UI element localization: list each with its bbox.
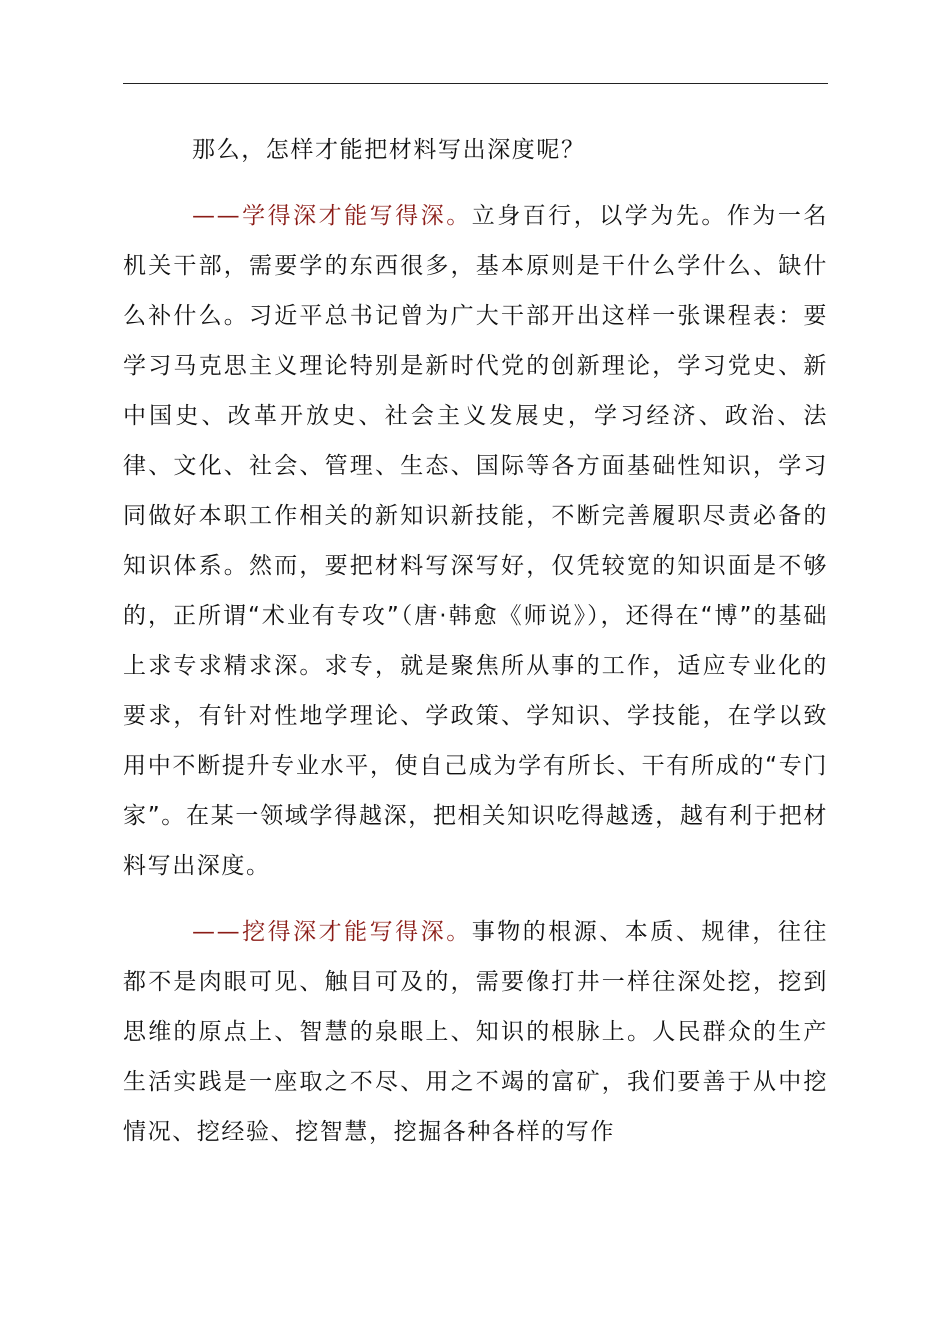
- section-heading-2: ——挖得深才能写得深。: [192, 919, 472, 945]
- section-paragraph-1: [123, 191, 828, 891]
- header-rule: [123, 83, 828, 84]
- intro-paragraph: 那么，怎样才能把材料写出深度呢？: [192, 137, 586, 163]
- document-body: [123, 125, 828, 1157]
- section-paragraph-2: [123, 907, 828, 1157]
- section-body-1: 立身百行，以学为先。作为一名机关干部，需要学的东西很多，基本原则是干什么学什么、缺什么补什么。习近平总书记曾为广大干部开出这样一张课程表：要学习马克思主义理论特别是新时代党的创新理论，学习党史、新中国史、改革开放史、社会主义发展史，学习经济、政治、法律、文化、社会、管理、生态、国际等各方面基础性知识，学习同做好本职工作相关的新知识新技能，不断完善履职尽责必备的知识体系。然而，要把材料写深写好，仅凭较宽的知识面是不够的，正所谓“术业有专攻”（唐·韩愈《师说》），还得在“博”的基础上求专求精求深。求专，就是聚焦所从事的工作，适应专业化的要求，有针对性地学理论、学政策、学知识、学技能，在学以致用中不断提升专业水平，使自己成为学有所长、干有所成的“专门家”。在某一领域学得越深，把相关知识吃得越透，越有利于把材料写出深度。: [123, 203, 828, 879]
- section-body-2: 事物的根源、本质、规律，往往都不是肉眼可见、触目可及的，需要像打井一样往深处挖，挖到思维的原点上、智慧的泉眼上、知识的根脉上。人民群众的生产生活实践是一座取之不尽、用之不竭的富矿，我们要善于从中挖情况、挖经验、挖智慧，挖掘各种各样的写作: [123, 919, 828, 1145]
- section-heading-1: ——学得深才能写得深。: [192, 203, 472, 229]
